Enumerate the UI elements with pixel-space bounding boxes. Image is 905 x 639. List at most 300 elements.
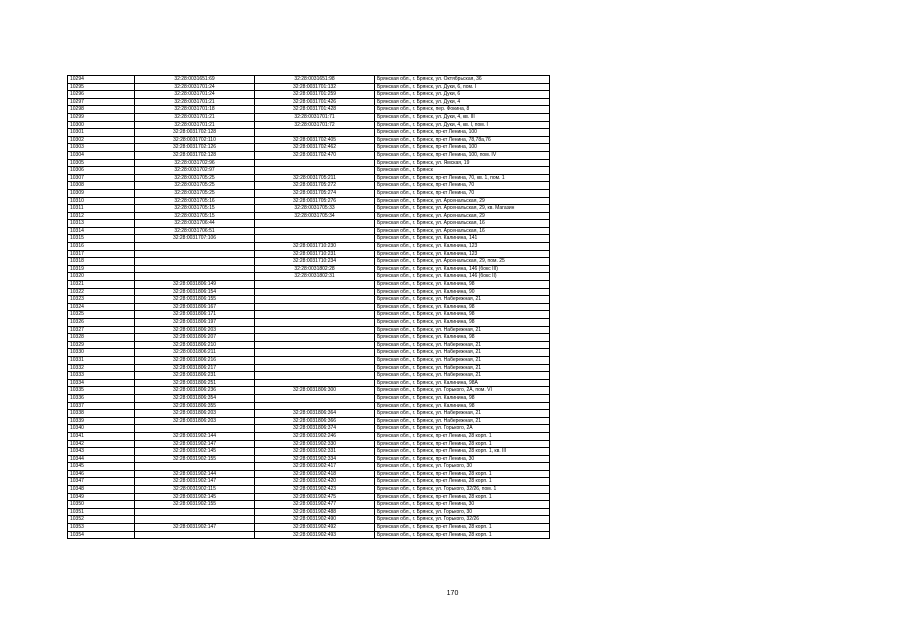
- land-cadastral-number-cell: [135, 273, 255, 281]
- land-cadastral-number-cell: 32:28:0031806:197: [135, 319, 255, 327]
- address-cell: Брянская обл., г. Брянск, пр-кт Ленина, 28 корп. 1: [375, 432, 550, 440]
- row-number-cell: 10308: [68, 182, 135, 190]
- address-cell: Брянская обл., г. Брянск, ул. Калинина, 90: [375, 288, 550, 296]
- table-row: [68, 470, 550, 478]
- address-cell: Брянская обл., г. Брянск, ул. Дуки, 6, пом. I: [375, 83, 550, 91]
- land-cadastral-number-cell: 32:28:0031701:24: [135, 83, 255, 91]
- land-cadastral-number-cell: 32:28:0031707:106: [135, 235, 255, 243]
- table-row: [68, 319, 550, 327]
- address-cell: Брянская обл., г. Брянск, ул. Горького, 2А: [375, 425, 550, 433]
- address-cell: Брянская обл., г. Брянск, пр-кт Ленина, 28 корп. 1, кв. III: [375, 448, 550, 456]
- address-cell: Брянская обл., г. Брянск, ул. Калинина, 98: [375, 334, 550, 342]
- row-number-cell: 10354: [68, 531, 135, 539]
- land-cadastral-number-cell: 32:28:0031701:21: [135, 98, 255, 106]
- table-row: [68, 432, 550, 440]
- address-cell: Брянская обл., г. Брянск, ул. Калинина, 98: [375, 394, 550, 402]
- row-number-cell: 10295: [68, 83, 135, 91]
- row-number-cell: 10311: [68, 205, 135, 213]
- table-row: [68, 303, 550, 311]
- table-row: [68, 91, 550, 99]
- row-number-cell: 10305: [68, 159, 135, 167]
- land-cadastral-number-cell: 32:28:0031806:216: [135, 356, 255, 364]
- row-number-cell: 10302: [68, 136, 135, 144]
- land-cadastral-number-cell: [135, 425, 255, 433]
- table-row: [68, 296, 550, 304]
- object-cadastral-number-cell: 32:28:0031702:470: [255, 151, 375, 159]
- table-row: [68, 182, 550, 190]
- address-cell: Брянская обл., г. Брянск, ул. Арсенальская, 29: [375, 212, 550, 220]
- object-cadastral-number-cell: 32:28:0031705:276: [255, 197, 375, 205]
- table-row: [68, 508, 550, 516]
- table-row: [68, 311, 550, 319]
- address-cell: Брянская обл., г. Брянск, пр-кт Ленина, 28 корп. 1: [375, 524, 550, 532]
- land-cadastral-number-cell: 32:28:0031701:21: [135, 121, 255, 129]
- table-row: [68, 379, 550, 387]
- row-number-cell: 10349: [68, 493, 135, 501]
- address-cell: Брянская обл., г. Брянск, ул. Калинина, 98А: [375, 379, 550, 387]
- land-cadastral-number-cell: 32:28:0031806:217: [135, 364, 255, 372]
- table-row: [68, 205, 550, 213]
- row-number-cell: 10316: [68, 243, 135, 251]
- address-cell: Брянская обл., г. Брянск: [375, 167, 550, 175]
- row-number-cell: 10332: [68, 364, 135, 372]
- object-cadastral-number-cell: 32:28:0031902:423: [255, 486, 375, 494]
- land-cadastral-number-cell: 32:28:0031702:96: [135, 159, 255, 167]
- object-cadastral-number-cell: 32:28:0031902:331: [255, 448, 375, 456]
- address-cell: Брянская обл., г. Брянск, ул. Набережная, 21: [375, 410, 550, 418]
- address-cell: Брянская обл., г. Брянск, ул. Арсенальская, 29: [375, 197, 550, 205]
- table-row: [68, 113, 550, 121]
- address-cell: Брянская обл., г. Брянск, ул. Набережная, 21: [375, 349, 550, 357]
- object-cadastral-number-cell: [255, 372, 375, 380]
- address-cell: Брянская обл., г. Брянск, ул. Набережная, 21: [375, 326, 550, 334]
- land-cadastral-number-cell: 32:28:0031806:207: [135, 334, 255, 342]
- address-cell: Брянская обл., г. Брянск, ул. Набережная, 21: [375, 341, 550, 349]
- row-number-cell: 10340: [68, 425, 135, 433]
- object-cadastral-number-cell: [255, 394, 375, 402]
- table-row: [68, 364, 550, 372]
- land-cadastral-number-cell: 32:28:0031705:15: [135, 205, 255, 213]
- land-cadastral-number-cell: 32:28:0031806:155: [135, 296, 255, 304]
- table-row: [68, 265, 550, 273]
- row-number-cell: 10336: [68, 394, 135, 402]
- row-number-cell: 10306: [68, 167, 135, 175]
- object-cadastral-number-cell: [255, 303, 375, 311]
- land-cadastral-number-cell: 32:28:0031902:155: [135, 501, 255, 509]
- address-cell: Брянская обл., г. Брянск, ул. Набережная, 21: [375, 364, 550, 372]
- table-row: [68, 478, 550, 486]
- address-cell: Брянская обл., г. Брянск, ул. Арсенальская, 16: [375, 220, 550, 228]
- address-cell: Брянская обл., г. Брянск, пр-кт Ленина, 30: [375, 455, 550, 463]
- row-number-cell: 10320: [68, 273, 135, 281]
- object-cadastral-number-cell: 32:28:0031902:417: [255, 463, 375, 471]
- registry-table-body: [68, 76, 550, 539]
- row-number-cell: 10326: [68, 319, 135, 327]
- object-cadastral-number-cell: 32:28:0031701:71: [255, 113, 375, 121]
- row-number-cell: 10347: [68, 478, 135, 486]
- address-cell: Брянская обл., г. Брянск, ул. Калинина, 123: [375, 243, 550, 251]
- row-number-cell: 10341: [68, 432, 135, 440]
- land-cadastral-number-cell: 32:28:0031701:18: [135, 106, 255, 114]
- object-cadastral-number-cell: [255, 341, 375, 349]
- object-cadastral-number-cell: 32:28:0031802:31: [255, 273, 375, 281]
- address-cell: Брянская обл., г. Брянск, ул. Горького, 32/26: [375, 516, 550, 524]
- address-cell: Брянская обл., г. Брянск, пр-кт Ленина, 28 корп. 1: [375, 478, 550, 486]
- address-cell: Брянская обл., г. Брянск, ул. Октябрьская, 36: [375, 76, 550, 84]
- table-row: [68, 531, 550, 539]
- table-row: [68, 288, 550, 296]
- row-number-cell: 10343: [68, 448, 135, 456]
- row-number-cell: 10298: [68, 106, 135, 114]
- address-cell: Брянская обл., г. Брянск, пр-кт Ленина, 78,78а,76: [375, 136, 550, 144]
- row-number-cell: 10323: [68, 296, 135, 304]
- table-row: [68, 273, 550, 281]
- table-row: [68, 189, 550, 197]
- land-cadastral-number-cell: 32:28:0031702:110: [135, 136, 255, 144]
- row-number-cell: 10301: [68, 129, 135, 137]
- object-cadastral-number-cell: 32:28:0031701:132: [255, 83, 375, 91]
- row-number-cell: 10344: [68, 455, 135, 463]
- land-cadastral-number-cell: 32:28:0031705:25: [135, 182, 255, 190]
- address-cell: Брянская обл., г. Брянск, пер. Фокина, 8: [375, 106, 550, 114]
- object-cadastral-number-cell: 32:28:0031902:477: [255, 501, 375, 509]
- table-row: [68, 326, 550, 334]
- row-number-cell: 10337: [68, 402, 135, 410]
- row-number-cell: 10324: [68, 303, 135, 311]
- land-cadastral-number-cell: 32:28:0031806:354: [135, 394, 255, 402]
- row-number-cell: 10346: [68, 470, 135, 478]
- row-number-cell: 10309: [68, 189, 135, 197]
- land-cadastral-number-cell: [135, 243, 255, 251]
- table-row: [68, 83, 550, 91]
- row-number-cell: 10350: [68, 501, 135, 509]
- object-cadastral-number-cell: 32:28:0031806:364: [255, 410, 375, 418]
- object-cadastral-number-cell: 32:28:0031705:274: [255, 189, 375, 197]
- object-cadastral-number-cell: 32:28:0031705:211: [255, 174, 375, 182]
- address-cell: Брянская обл., г. Брянск, ул. Горького, 30: [375, 508, 550, 516]
- row-number-cell: 10318: [68, 258, 135, 266]
- object-cadastral-number-cell: 32:28:0031702:405: [255, 136, 375, 144]
- object-cadastral-number-cell: 32:28:0031651:98: [255, 76, 375, 84]
- row-number-cell: 10325: [68, 311, 135, 319]
- table-row: [68, 516, 550, 524]
- row-number-cell: 10348: [68, 486, 135, 494]
- table-row: [68, 151, 550, 159]
- land-cadastral-number-cell: 32:28:0031806:154: [135, 288, 255, 296]
- address-cell: Брянская обл., г. Брянск, пр-кт Ленина, 100: [375, 129, 550, 137]
- land-cadastral-number-cell: 32:28:0031806:149: [135, 281, 255, 289]
- address-cell: Брянская обл., г. Брянск, ул. Калинина, 98: [375, 281, 550, 289]
- land-cadastral-number-cell: 32:28:0031706:51: [135, 227, 255, 235]
- land-cadastral-number-cell: 32:28:0031705:25: [135, 189, 255, 197]
- land-cadastral-number-cell: 32:28:0031702:97: [135, 167, 255, 175]
- land-cadastral-number-cell: [135, 516, 255, 524]
- table-row: [68, 410, 550, 418]
- land-cadastral-number-cell: 32:28:0031702:126: [135, 144, 255, 152]
- land-cadastral-number-cell: 32:28:0031705:25: [135, 174, 255, 182]
- object-cadastral-number-cell: [255, 159, 375, 167]
- object-cadastral-number-cell: [255, 379, 375, 387]
- row-number-cell: 10321: [68, 281, 135, 289]
- land-cadastral-number-cell: 32:28:0031806:251: [135, 379, 255, 387]
- object-cadastral-number-cell: [255, 364, 375, 372]
- address-cell: Брянская обл., г. Брянск, пр-кт Ленина, 28 корп. 1: [375, 470, 550, 478]
- table-row: [68, 167, 550, 175]
- address-cell: Брянская обл., г. Брянск, пр-кт Ленина, 100, пом. IV: [375, 151, 550, 159]
- table-row: [68, 212, 550, 220]
- address-cell: Брянская обл., г. Брянск, ул. Набережная, 21: [375, 356, 550, 364]
- object-cadastral-number-cell: [255, 129, 375, 137]
- table-row: [68, 106, 550, 114]
- row-number-cell: 10304: [68, 151, 135, 159]
- object-cadastral-number-cell: 32:28:0031701:72: [255, 121, 375, 129]
- land-cadastral-number-cell: 32:28:0031806:355: [135, 402, 255, 410]
- address-cell: Брянская обл., г. Брянск, пр-кт Ленина, 28 корп. 1: [375, 531, 550, 539]
- row-number-cell: 10328: [68, 334, 135, 342]
- table-row: [68, 402, 550, 410]
- row-number-cell: 10319: [68, 265, 135, 273]
- address-cell: Брянская обл., г. Брянск, ул. Арсенальская, 29, кв. Магазин: [375, 205, 550, 213]
- row-number-cell: 10334: [68, 379, 135, 387]
- land-cadastral-number-cell: 32:28:0031705:16: [135, 197, 255, 205]
- table-row: [68, 197, 550, 205]
- row-number-cell: 10352: [68, 516, 135, 524]
- land-cadastral-number-cell: 32:28:0031806:203: [135, 410, 255, 418]
- row-number-cell: 10345: [68, 463, 135, 471]
- row-number-cell: 10329: [68, 341, 135, 349]
- row-number-cell: 10310: [68, 197, 135, 205]
- address-cell: Брянская обл., г. Брянск, ул. Горького, 32/26, пом. 1: [375, 486, 550, 494]
- object-cadastral-number-cell: 32:28:0031902:330: [255, 440, 375, 448]
- address-cell: Брянская обл., г. Брянск, ул. Арсенальская, 16: [375, 227, 550, 235]
- object-cadastral-number-cell: 32:28:0031902:490: [255, 516, 375, 524]
- address-cell: Брянская обл., г. Брянск, пр-кт Ленина, 28 корп. 1: [375, 440, 550, 448]
- land-cadastral-number-cell: [135, 463, 255, 471]
- address-cell: Брянская обл., г. Брянск, пр-кт Ленина, 28 корп. 1: [375, 493, 550, 501]
- address-cell: Брянская обл., г. Брянск, ул. Горького, 30: [375, 463, 550, 471]
- object-cadastral-number-cell: 32:28:0031705:34: [255, 212, 375, 220]
- table-row: [68, 486, 550, 494]
- table-row: [68, 98, 550, 106]
- row-number-cell: 10338: [68, 410, 135, 418]
- land-cadastral-number-cell: 32:28:0031902:144: [135, 470, 255, 478]
- table-row: [68, 524, 550, 532]
- object-cadastral-number-cell: [255, 167, 375, 175]
- land-cadastral-number-cell: 32:28:0031702:128: [135, 129, 255, 137]
- table-row: [68, 425, 550, 433]
- object-cadastral-number-cell: [255, 326, 375, 334]
- land-cadastral-number-cell: 32:28:0031902:144: [135, 432, 255, 440]
- land-cadastral-number-cell: 32:28:0031701:21: [135, 113, 255, 121]
- land-cadastral-number-cell: 32:28:0031806:203: [135, 417, 255, 425]
- address-cell: Брянская обл., г. Брянск, ул. Горького, 2А, пом. VI: [375, 387, 550, 395]
- row-number-cell: 10296: [68, 91, 135, 99]
- object-cadastral-number-cell: [255, 288, 375, 296]
- address-cell: Брянская обл., г. Брянск, ул. Набережная, 21: [375, 372, 550, 380]
- object-cadastral-number-cell: [255, 227, 375, 235]
- table-row: [68, 281, 550, 289]
- address-cell: Брянская обл., г. Брянск, ул. Ямская, 19: [375, 159, 550, 167]
- address-cell: Брянская обл., г. Брянск, ул. Калинина, 123: [375, 250, 550, 258]
- object-cadastral-number-cell: 32:28:0031902:475: [255, 493, 375, 501]
- address-cell: Брянская обл., г. Брянск, ул. Калинина, 141: [375, 235, 550, 243]
- address-cell: Брянская обл., г. Брянск, ул. Дуки, 6: [375, 91, 550, 99]
- table-row: [68, 341, 550, 349]
- object-cadastral-number-cell: [255, 356, 375, 364]
- table-row: [68, 417, 550, 425]
- row-number-cell: 10331: [68, 356, 135, 364]
- table-row: [68, 144, 550, 152]
- object-cadastral-number-cell: 32:28:0031702:462: [255, 144, 375, 152]
- land-cadastral-number-cell: 32:28:0031902:115: [135, 486, 255, 494]
- registry-table: [67, 75, 550, 539]
- object-cadastral-number-cell: 32:28:0031710:231: [255, 250, 375, 258]
- object-cadastral-number-cell: 32:28:0031710:234: [255, 258, 375, 266]
- object-cadastral-number-cell: 32:28:0031806:300: [255, 387, 375, 395]
- table-row: [68, 448, 550, 456]
- row-number-cell: 10313: [68, 220, 135, 228]
- table-row: [68, 235, 550, 243]
- table-row: [68, 463, 550, 471]
- object-cadastral-number-cell: 32:28:0031705:272: [255, 182, 375, 190]
- page-number: 170: [446, 590, 459, 597]
- table-row: [68, 493, 550, 501]
- table-row: [68, 159, 550, 167]
- row-number-cell: 10327: [68, 326, 135, 334]
- row-number-cell: 10303: [68, 144, 135, 152]
- object-cadastral-number-cell: 32:28:0031710:230: [255, 243, 375, 251]
- row-number-cell: 10351: [68, 508, 135, 516]
- table-row: [68, 394, 550, 402]
- row-number-cell: 10300: [68, 121, 135, 129]
- land-cadastral-number-cell: [135, 531, 255, 539]
- land-cadastral-number-cell: 32:28:0031706:44: [135, 220, 255, 228]
- object-cadastral-number-cell: 32:28:0031902:420: [255, 478, 375, 486]
- land-cadastral-number-cell: 32:28:0031902:155: [135, 455, 255, 463]
- land-cadastral-number-cell: [135, 258, 255, 266]
- table-row: [68, 243, 550, 251]
- table-row: [68, 334, 550, 342]
- object-cadastral-number-cell: [255, 319, 375, 327]
- land-cadastral-number-cell: [135, 265, 255, 273]
- land-cadastral-number-cell: 32:28:0031902:147: [135, 478, 255, 486]
- address-cell: Брянская обл., г. Брянск, ул. Набережная, 21: [375, 296, 550, 304]
- object-cadastral-number-cell: 32:28:0031902:488: [255, 508, 375, 516]
- address-cell: Брянская обл., г. Брянск, ул. Калинина, 98: [375, 303, 550, 311]
- object-cadastral-number-cell: 32:28:0031902:334: [255, 455, 375, 463]
- land-cadastral-number-cell: 32:28:0031701:24: [135, 91, 255, 99]
- row-number-cell: 10314: [68, 227, 135, 235]
- object-cadastral-number-cell: 32:28:0031806:374: [255, 425, 375, 433]
- address-cell: Брянская обл., г. Брянск, пр-кт Ленина, 70, кв. 1, пом. 1: [375, 174, 550, 182]
- object-cadastral-number-cell: [255, 296, 375, 304]
- table-row: [68, 227, 550, 235]
- object-cadastral-number-cell: 32:28:0031701:259: [255, 91, 375, 99]
- land-cadastral-number-cell: 32:28:0031705:15: [135, 212, 255, 220]
- land-cadastral-number-cell: 32:28:0031806:236: [135, 387, 255, 395]
- address-cell: Брянская обл., г. Брянск, пр-кт Ленина, 70: [375, 189, 550, 197]
- table-row: [68, 372, 550, 380]
- land-cadastral-number-cell: 32:28:0031806:211: [135, 349, 255, 357]
- address-cell: Брянская обл., г. Брянск, ул. Арсенальская, 29, пом. 25: [375, 258, 550, 266]
- row-number-cell: 10353: [68, 524, 135, 532]
- object-cadastral-number-cell: 32:28:0031902:418: [255, 470, 375, 478]
- object-cadastral-number-cell: [255, 334, 375, 342]
- row-number-cell: 10294: [68, 76, 135, 84]
- object-cadastral-number-cell: 32:28:0031701:428: [255, 106, 375, 114]
- table-row: [68, 440, 550, 448]
- object-cadastral-number-cell: 32:28:0031902:493: [255, 531, 375, 539]
- address-cell: Брянская обл., г. Брянск, пр-кт Ленина, 70: [375, 182, 550, 190]
- row-number-cell: 10317: [68, 250, 135, 258]
- object-cadastral-number-cell: [255, 402, 375, 410]
- land-cadastral-number-cell: 32:28:0031902:145: [135, 493, 255, 501]
- table-row: [68, 356, 550, 364]
- row-number-cell: 10322: [68, 288, 135, 296]
- address-cell: Брянская обл., г. Брянск, пр-кт Ленина, 30: [375, 501, 550, 509]
- table-row: [68, 387, 550, 395]
- address-cell: Брянская обл., г. Брянск, ул. Калинина, 98: [375, 402, 550, 410]
- address-cell: Брянская обл., г. Брянск, ул. Дуки, 4, кв. III: [375, 113, 550, 121]
- table-row: [68, 349, 550, 357]
- address-cell: Брянская обл., г. Брянск, ул. Калинина, 146 (бокс II): [375, 273, 550, 281]
- land-cadastral-number-cell: 32:28:0031806:171: [135, 311, 255, 319]
- table-row: [68, 220, 550, 228]
- land-cadastral-number-cell: 32:28:0031902:147: [135, 524, 255, 532]
- land-cadastral-number-cell: 32:28:0031902:145: [135, 448, 255, 456]
- object-cadastral-number-cell: [255, 235, 375, 243]
- land-cadastral-number-cell: 32:28:0031902:147: [135, 440, 255, 448]
- object-cadastral-number-cell: 32:28:0031802:28: [255, 265, 375, 273]
- object-cadastral-number-cell: 32:28:0031705:33: [255, 205, 375, 213]
- land-cadastral-number-cell: 32:28:0031806:203: [135, 326, 255, 334]
- table-row: [68, 76, 550, 84]
- row-number-cell: 10299: [68, 113, 135, 121]
- address-cell: Брянская обл., г. Брянск, ул. Набережная, 21: [375, 417, 550, 425]
- land-cadastral-number-cell: [135, 250, 255, 258]
- object-cadastral-number-cell: 32:28:0031902:246: [255, 432, 375, 440]
- address-cell: Брянская обл., г. Брянск, ул. Калинина, 98: [375, 311, 550, 319]
- row-number-cell: 10335: [68, 387, 135, 395]
- land-cadastral-number-cell: [135, 508, 255, 516]
- address-cell: Брянская обл., г. Брянск, ул. Дуки, 4: [375, 98, 550, 106]
- object-cadastral-number-cell: 32:28:0031902:492: [255, 524, 375, 532]
- object-cadastral-number-cell: 32:28:0031806:366: [255, 417, 375, 425]
- land-cadastral-number-cell: 32:28:0031806:231: [135, 372, 255, 380]
- table-row: [68, 455, 550, 463]
- object-cadastral-number-cell: 32:28:0031701:426: [255, 98, 375, 106]
- address-cell: Брянская обл., г. Брянск, пр-кт Ленина, 100: [375, 144, 550, 152]
- table-row: [68, 129, 550, 137]
- address-cell: Брянская обл., г. Брянск, ул. Калинина, 146 (бокс III): [375, 265, 550, 273]
- row-number-cell: 10342: [68, 440, 135, 448]
- object-cadastral-number-cell: [255, 281, 375, 289]
- row-number-cell: 10339: [68, 417, 135, 425]
- table-row: [68, 174, 550, 182]
- table-row: [68, 258, 550, 266]
- object-cadastral-number-cell: [255, 220, 375, 228]
- table-row: [68, 136, 550, 144]
- row-number-cell: 10315: [68, 235, 135, 243]
- row-number-cell: 10297: [68, 98, 135, 106]
- row-number-cell: 10333: [68, 372, 135, 380]
- land-cadastral-number-cell: 32:28:0031651:69: [135, 76, 255, 84]
- address-cell: Брянская обл., г. Брянск, ул. Дуки, 4, кв. I, пом. I: [375, 121, 550, 129]
- row-number-cell: 10307: [68, 174, 135, 182]
- land-cadastral-number-cell: 32:28:0031702:128: [135, 151, 255, 159]
- address-cell: Брянская обл., г. Брянск, ул. Калинина, 98: [375, 319, 550, 327]
- land-cadastral-number-cell: 32:28:0031806:167: [135, 303, 255, 311]
